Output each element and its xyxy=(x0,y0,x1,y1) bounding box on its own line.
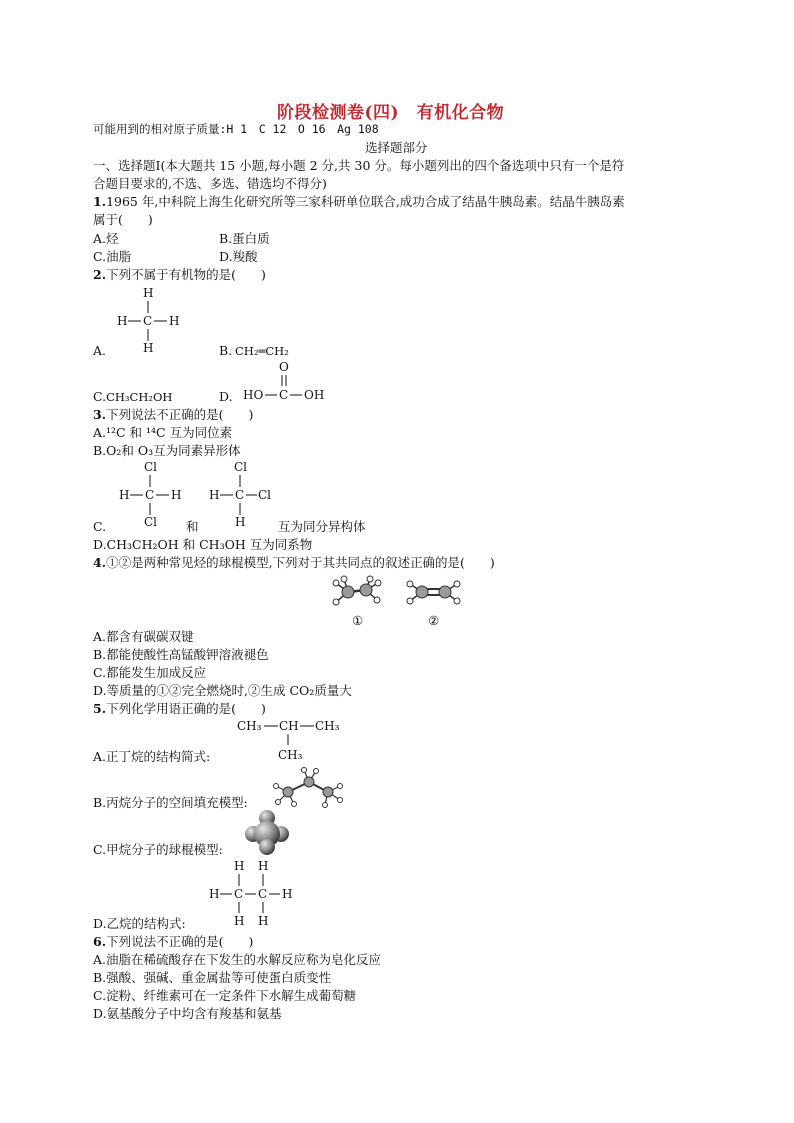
question-4 xyxy=(93,555,495,571)
q3-option-c-letter: C. xyxy=(93,519,107,534)
atom-h: H xyxy=(234,859,245,873)
atom-ch3: CH₃ xyxy=(278,748,303,762)
q3-option-c-and: 和 xyxy=(186,519,199,534)
atom-h: H xyxy=(117,314,128,328)
question-5 xyxy=(93,701,266,717)
atom-h: H xyxy=(258,859,269,873)
q4-option-d: D.等质量的①②完全燃烧时,②生成 CO₂质量大 xyxy=(93,683,352,698)
question-stem: 1965 年,中科院上海生化研究所等三家科研单位联合,成功合成了结晶牛胰岛素。结晶牛胰岛素 xyxy=(106,194,625,209)
question-stem: 下列不属于有机物的是( ) xyxy=(106,267,266,282)
atom-ho: HO xyxy=(243,388,264,402)
carbonic-acid-structure xyxy=(240,358,340,408)
section-intro-line1: 一、选择题Ⅰ(本大题共 15 小题,每小题 2 分,共 30 分。每小题列出的四个备选项中只有一个是符 xyxy=(93,158,625,173)
q6-option-a: A.油脂在稀硫酸存在下发生的水解反应称为皂化反应 xyxy=(93,952,382,967)
atom-o: O xyxy=(279,360,289,374)
question-stem: 下列说法不正确的是( ) xyxy=(106,407,254,422)
q5-option-c: C.甲烷分子的球棍模型: xyxy=(93,842,223,857)
ethanol-formula: CH₃CH₂OH xyxy=(106,390,173,404)
q2-option-b-letter: B. xyxy=(219,343,233,358)
q3-option-a: A.¹²C 和 ¹⁴C 互为同位素 xyxy=(93,425,233,440)
q6-option-b: B.强酸、强碱、重金属盐等可使蛋白质变性 xyxy=(93,970,332,985)
q2-option-b-formula: CH₂═CH₂ xyxy=(235,344,289,358)
question-number: 2. xyxy=(93,267,107,282)
q4-option-b: B.都能使酸性高锰酸钾溶液褪色 xyxy=(93,647,269,662)
ethylene-ball-stick-model xyxy=(326,574,386,610)
question-1-stem-line2: 属于( ) xyxy=(93,212,153,227)
atom-c: C xyxy=(143,314,153,328)
atom-ch: CH xyxy=(279,719,299,733)
atom-h: H xyxy=(143,286,154,300)
atom-c: C xyxy=(235,488,245,502)
isobutane-condensed-structure xyxy=(235,717,355,765)
q1-option-b: B.蛋白质 xyxy=(219,231,270,246)
methane-structural-formula xyxy=(112,284,192,356)
q5-option-a: A.正丁烷的结构简式: xyxy=(93,749,211,764)
question-number: 4. xyxy=(93,555,107,570)
dichloromethane-structure-1 xyxy=(114,458,194,530)
question-3 xyxy=(93,407,253,423)
propane-ball-stick-model xyxy=(270,766,350,810)
q4-option-c: C.都能发生加成反应 xyxy=(93,665,207,680)
atom-cl: Cl xyxy=(258,488,272,502)
q5-option-b: B.丙烷分子的空间填充模型: xyxy=(93,795,248,810)
q3-option-b: B.O₂和 O₃互为同素异形体 xyxy=(93,443,241,458)
section-intro-line2: 合题目要求的,不选、多选、错选均不得分) xyxy=(93,176,327,191)
question-6 xyxy=(93,934,253,950)
q1-option-c: C.油脂 xyxy=(93,249,132,264)
model-label-2: ② xyxy=(428,613,440,628)
model-label-1: ① xyxy=(352,613,364,628)
atom-h: H xyxy=(143,341,154,355)
q4-option-a: A.都含有碳碳双键 xyxy=(93,629,194,644)
question-number: 6. xyxy=(93,934,107,949)
atom-c: C xyxy=(234,887,244,901)
atom-h: H xyxy=(235,515,246,529)
question-number: 3. xyxy=(93,407,107,422)
question-1 xyxy=(93,194,625,210)
q3-option-d: D.CH₃CH₂OH 和 CH₃OH 互为同系物 xyxy=(93,537,313,552)
q2-option-c xyxy=(93,389,172,405)
atom-h: H xyxy=(171,488,182,502)
q2-option-a: A. xyxy=(93,343,107,358)
q5-option-d: D.乙烷的结构式: xyxy=(93,916,186,931)
part-heading: 选择题部分 xyxy=(365,140,428,155)
dichloromethane-structure-2 xyxy=(204,458,284,530)
option-letter: C. xyxy=(93,389,107,404)
atomic-masses: 可能用到的相对原子质量:H 1 C 12 O 16 Ag 108 xyxy=(93,122,379,136)
q2-option-d-letter: D. xyxy=(219,389,233,404)
atom-c: C xyxy=(145,488,155,502)
question-stem: 下列说法不正确的是( ) xyxy=(106,934,254,949)
atom-c: C xyxy=(279,388,289,402)
q1-option-d: D.羧酸 xyxy=(219,249,258,264)
atom-ch3: CH₃ xyxy=(315,719,340,733)
atom-c: C xyxy=(258,887,268,901)
atom-h: H xyxy=(169,314,180,328)
question-stem: ①②是两种常见烃的球棍模型,下列对于其共同点的叙述正确的是( ) xyxy=(106,555,495,570)
atom-cl: Cl xyxy=(144,515,158,529)
atom-oh: OH xyxy=(304,388,325,402)
atom-h: H xyxy=(209,887,220,901)
atom-cl: Cl xyxy=(144,460,158,474)
question-stem: 下列化学用语正确的是( ) xyxy=(106,701,266,716)
q1-option-a: A.烃 xyxy=(93,231,119,246)
q6-option-d: D.氨基酸分子中均含有羧基和氨基 xyxy=(93,1006,282,1021)
atom-h: H xyxy=(209,488,220,502)
q3-option-c-tail: 互为同分异构体 xyxy=(278,519,366,534)
atom-h: H xyxy=(258,914,269,928)
page-title: 阶段检测卷(四) 有机化合物 xyxy=(277,103,505,123)
ethane-structural-formula xyxy=(205,857,305,929)
question-number: 1. xyxy=(93,194,107,209)
atom-h: H xyxy=(234,914,245,928)
atom-h: H xyxy=(119,488,130,502)
atom-cl: Cl xyxy=(234,460,248,474)
question-number: 5. xyxy=(93,701,107,716)
atom-ch3: CH₃ xyxy=(237,719,262,733)
q6-option-c: C.淀粉、纤维素可在一定条件下水解生成葡萄糖 xyxy=(93,988,357,1003)
question-2 xyxy=(93,267,266,283)
methane-space-filling-model xyxy=(244,810,290,856)
ethene-ball-stick-model xyxy=(403,577,465,607)
atom-h: H xyxy=(282,887,293,901)
